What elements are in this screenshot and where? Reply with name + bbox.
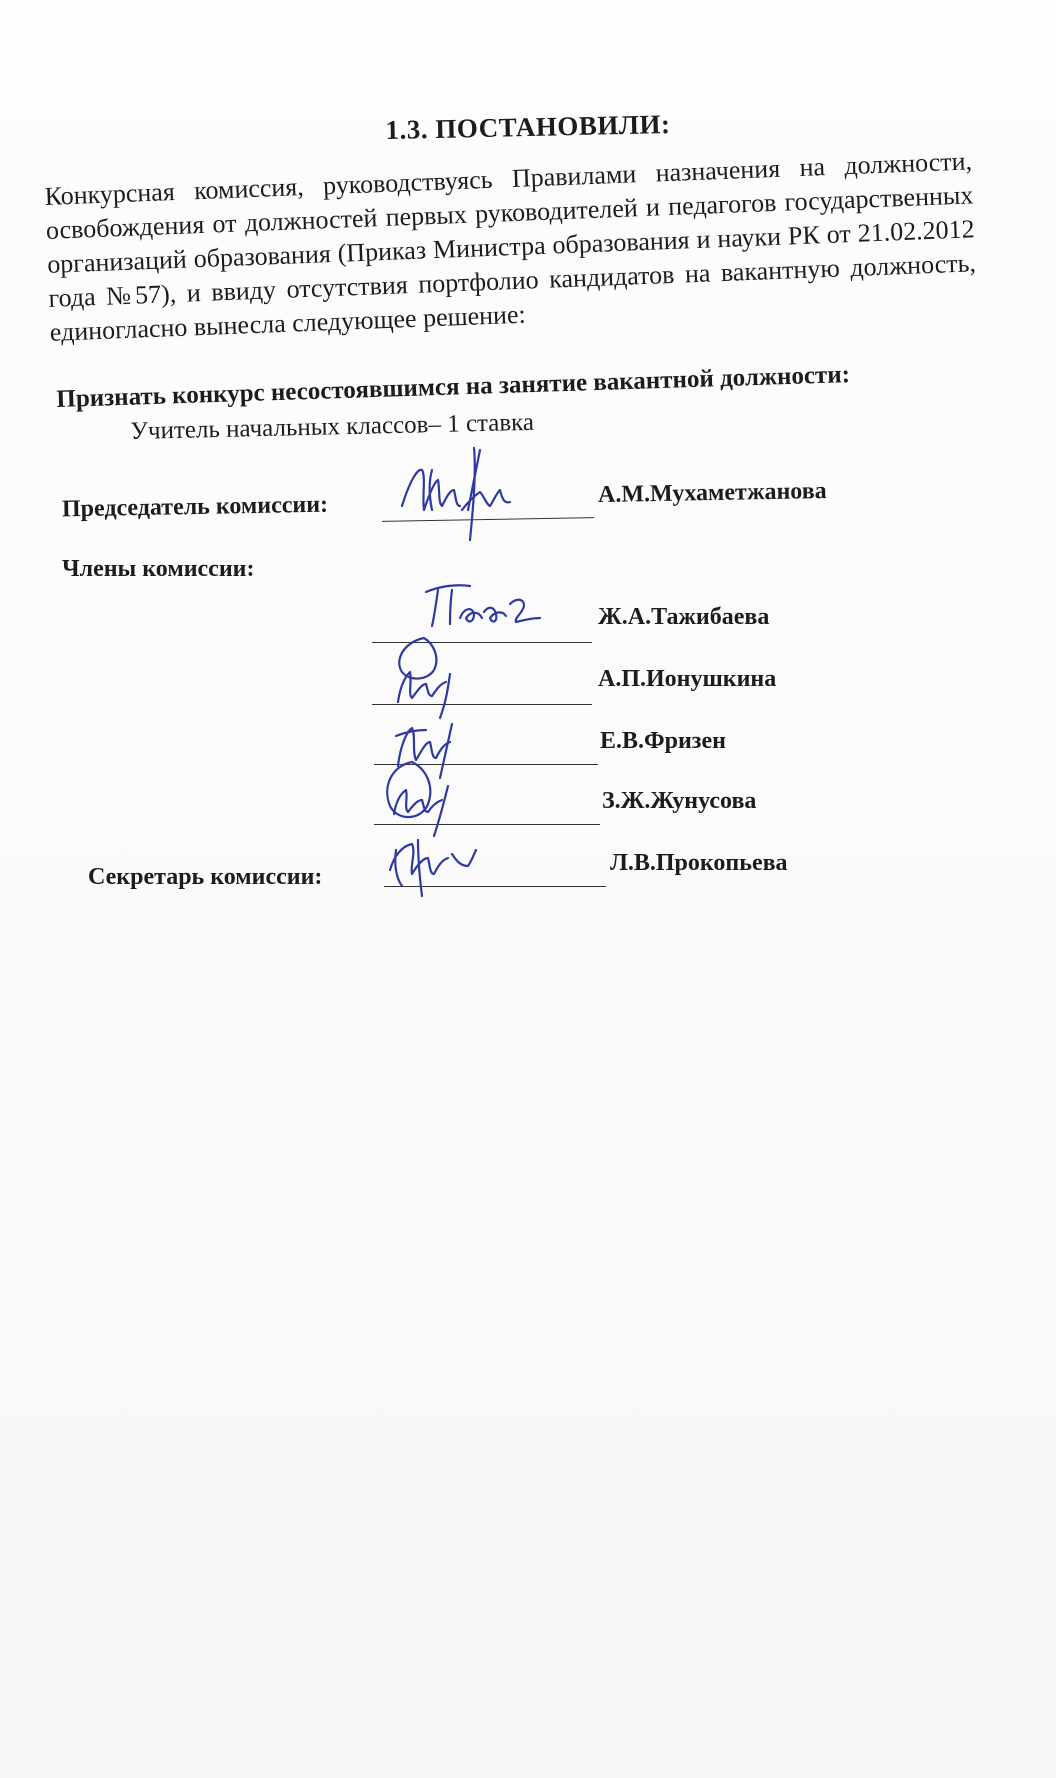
member-4-name: З.Ж.Жунусова xyxy=(602,788,757,814)
member-3-name: Е.В.Фризен xyxy=(600,728,726,754)
member-2-name: А.П.Ионушкина xyxy=(598,666,777,692)
chair-label: Председатель комиссии: xyxy=(61,491,329,523)
decision-statement: Признать конкурс несостоявшимся на занятие вакантной должности: xyxy=(56,361,851,413)
secretary-signature xyxy=(382,830,482,900)
member-1-name: Ж.А.Тажибаева xyxy=(598,604,770,630)
members-label: Члены комиссии: xyxy=(62,556,255,582)
vacant-position-line: Учитель начальных классов– 1 ставка xyxy=(130,408,535,445)
member-4-signature xyxy=(378,756,468,840)
member-1-signature xyxy=(420,578,550,638)
section-heading: 1.3. ПОСТАНОВИЛИ: xyxy=(385,109,671,145)
secretary-name: Л.В.Прокопьева xyxy=(610,850,788,876)
chair-signature xyxy=(392,440,532,552)
secretary-label: Секретарь комиссии: xyxy=(88,864,323,890)
resolution-body-text: Конкурсная комиссия, руководствуясь Правилами назначения на должности, освобождения от должностей первых руководителей и педагогов государственных организаций образования (Приказ Министра образования и науки РК от 21.02.2012 года №57), и ввиду отсутствия портфолио кандидатов на вакантную должность, единогласно вынесла следующее решение: xyxy=(44,146,977,347)
chair-name: А.М.Мухаметжанова xyxy=(597,478,827,508)
